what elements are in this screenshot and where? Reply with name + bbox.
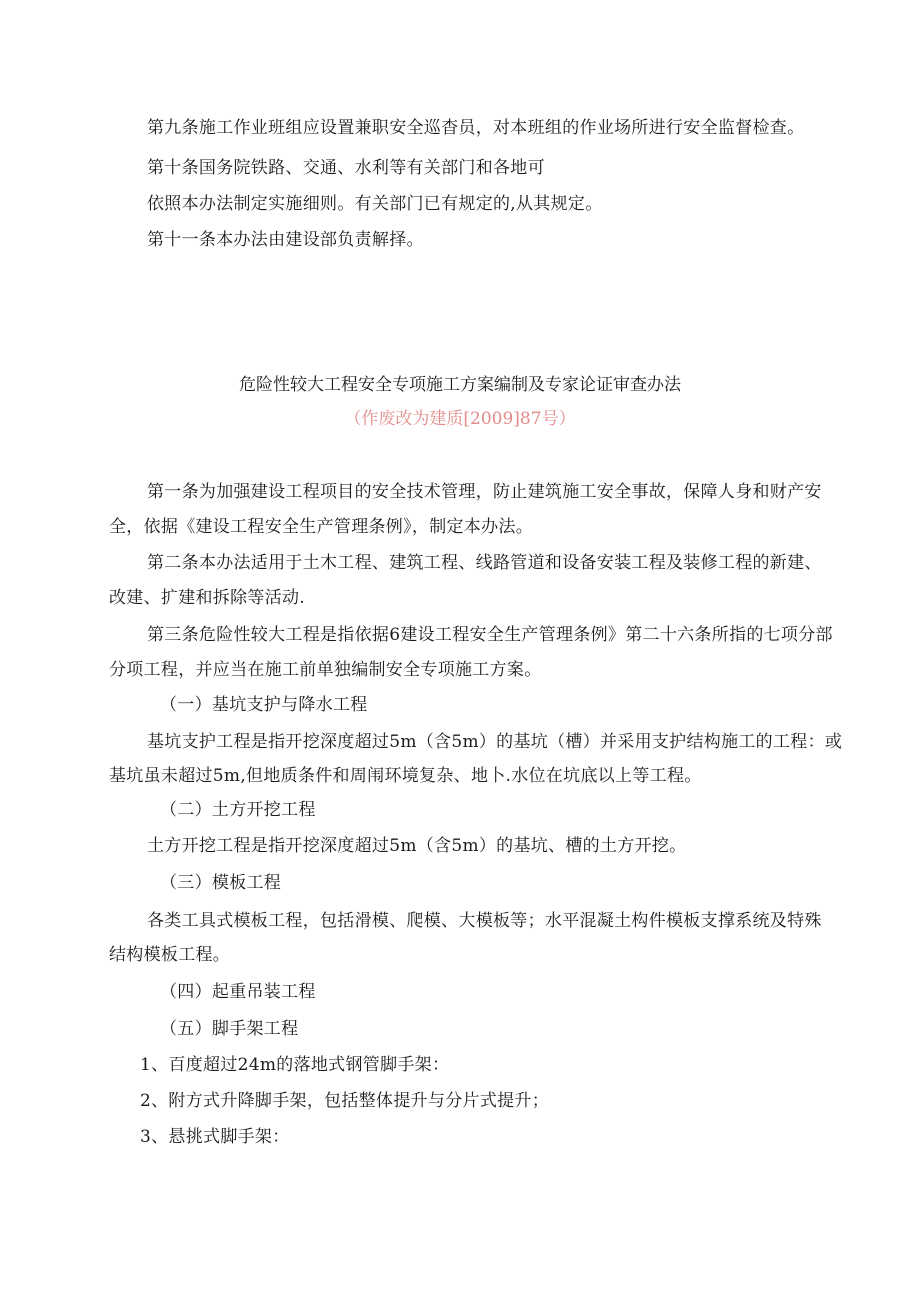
section-3-line-2: 结构模板工程。	[109, 945, 231, 965]
article-3-line-1: 第三条危险性较大工程是指依据6建设工程安全生产管理条例》第二十六条所指的七项分部	[147, 625, 833, 645]
article-2-line-2: 改建、扩建和拆除等活动.	[109, 588, 306, 608]
section-5-item-2: 2、附方式升降脚手架，包括整体提升与分片式提升；	[140, 1091, 550, 1111]
section-5-item-3: 3、悬挑式脚手架：	[140, 1127, 290, 1147]
article-9: 第九条施工作业班组应设置兼职安全巡杳员，对本班组的作业场所进行安全监督检查。	[147, 118, 805, 138]
section-1-heading: （一）基坑支护与降水工程	[160, 695, 368, 715]
article-1-line-1: 第一条为加强建设工程项目的安全技术管理，防止建筑施工安全事故，保障人身和财产安	[147, 482, 822, 502]
article-11: 第十一条本办法由建设部负责解择。	[147, 230, 424, 250]
document-title: 危险性较大工程安全专项施工方案编制及专家论证审查办法	[239, 375, 681, 395]
article-10-line-2: 依照本办法制定实施细则。有关部门已有规定的,从其规定。	[147, 194, 603, 214]
section-3-heading: （三）模板工程	[160, 873, 282, 893]
article-10-line-1: 第十条国务院铁路、交通、水利等有关部门和各地可	[147, 158, 545, 178]
article-2-line-1: 第二条本办法适用于土木工程、建筑工程、线路管道和设备安装工程及装修工程的新建、	[147, 553, 822, 573]
section-5-item-1: 1、百度超过24m的落地式钢管脚手架：	[140, 1055, 450, 1075]
section-3-line-1: 各类工具式模板工程，包括滑模、爬模、大模板等；水平混凝土构件模板支撑系统及特殊	[147, 911, 822, 931]
section-5-heading: （五）脚手架工程	[160, 1019, 299, 1039]
article-1-line-2: 全，依据《建设工程安全生产管理条例》，制定本办法。	[109, 517, 533, 537]
section-2-heading: （二）土方开挖工程	[160, 800, 316, 820]
document-subtitle: （作废改为建质[2009]87号）	[344, 409, 576, 429]
section-2-line-1: 土方开挖工程是指开挖深度超过5m（含5m）的基坑、槽的土方开挖。	[147, 836, 687, 856]
section-4-heading: （四）起重吊装工程	[160, 982, 316, 1002]
section-1-line-1: 基坑支护工程是指开挖深度超过5m（含5m）的基坑（槽）并采用支护结构施工的工程：或	[147, 732, 843, 752]
section-1-line-2: 基坑虽未超过5m,但地质条件和周闱环境复杂、地卜.水位在坑底以上等工程。	[109, 766, 702, 786]
article-3-line-2: 分项工程，并应当在施工前单独编制安全专项施工方案。	[109, 660, 542, 680]
